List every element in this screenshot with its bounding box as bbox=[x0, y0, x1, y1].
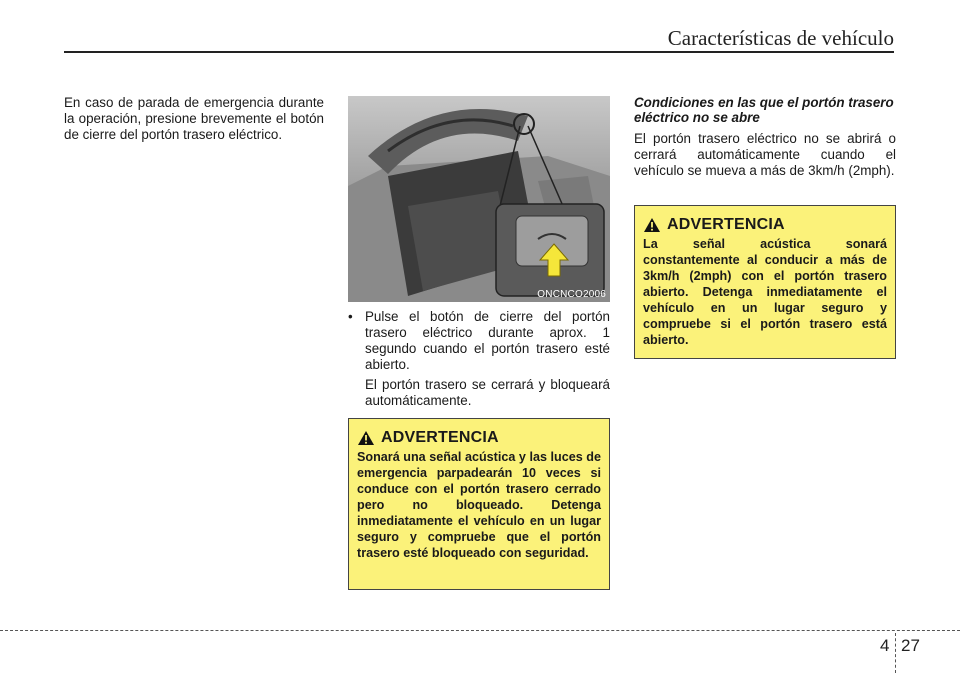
warning-body: La señal acústica sonará constantemente al conducir a más de 3km/h (2mph) con el portón trasero abierto. Detenga inmediatamente el vehículo en un lugar seguro y compruebe si el portón trasero está abierto. bbox=[643, 237, 887, 347]
page-number: 27 bbox=[901, 636, 920, 655]
tailgate-illustration bbox=[348, 96, 610, 302]
warning-header bbox=[643, 216, 887, 234]
right-column bbox=[634, 95, 896, 179]
header-rule bbox=[64, 51, 894, 53]
bullet-block bbox=[348, 309, 610, 409]
warning-header bbox=[357, 429, 601, 447]
bullet-follow-text: El portón trasero se cerrará y bloqueará automáticamente. bbox=[365, 377, 610, 408]
warning-triangle-icon bbox=[643, 217, 661, 233]
page-header-title: Características de vehículo bbox=[667, 26, 894, 50]
left-column bbox=[64, 95, 324, 143]
right-paragraph: El portón trasero eléctrico no se abrirá o cerrará automáticamente cuando el vehículo se mueva a más de 3km/h (2mph). bbox=[634, 131, 896, 178]
warning-triangle-icon bbox=[357, 430, 375, 446]
left-paragraph: En caso de parada de emergencia durante la operación, presione brevemente el botón de cierre del portón trasero eléctrico. bbox=[64, 95, 324, 142]
warning-title: ADVERTENCIA bbox=[381, 429, 499, 446]
footer-rule bbox=[0, 630, 960, 631]
warning-box-middle bbox=[348, 418, 610, 590]
bullet-text: Pulse el botón de cierre del portón trasero eléctrico durante aprox. 1 segundo cuando el portón trasero esté abierto. bbox=[365, 309, 610, 372]
tailgate-figure bbox=[348, 96, 610, 302]
chapter-number: 4 bbox=[880, 636, 890, 655]
warning-box-right bbox=[634, 205, 896, 359]
section-heading: Condiciones en las que el portón trasero eléctrico no se abre bbox=[634, 95, 894, 125]
figure-caption: ONCNCO2006 bbox=[537, 289, 606, 300]
bullet-item bbox=[348, 309, 610, 373]
warning-title: ADVERTENCIA bbox=[667, 216, 785, 233]
bullet-dot: • bbox=[348, 309, 353, 324]
warning-body: Sonará una señal acústica y las luces de emergencia parpadearán 10 veces si conduce con el portón trasero cerrado pero no bloqueado. Detenga inmediatamente el vehículo en un lugar seguro y compruebe que el portón trasero esté bloqueado con seguridad. bbox=[357, 450, 601, 560]
footer-separator bbox=[895, 633, 896, 673]
